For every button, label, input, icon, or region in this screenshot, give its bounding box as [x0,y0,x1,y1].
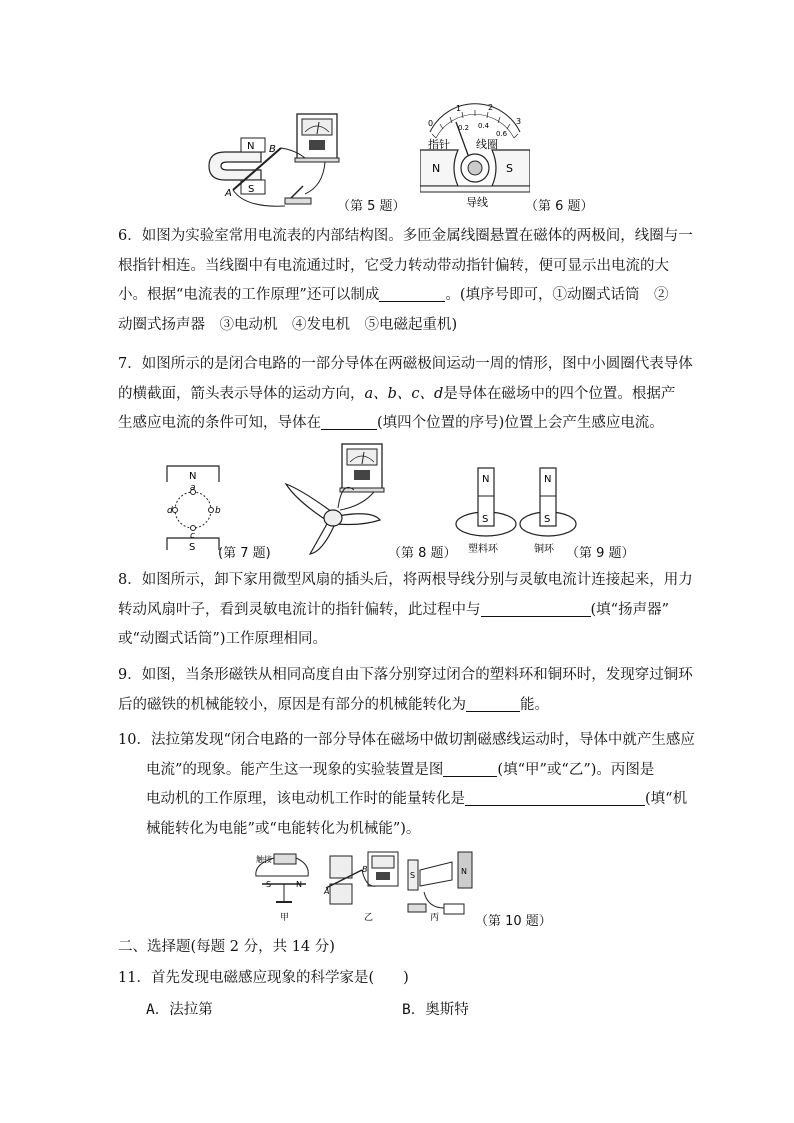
fig9-right-S: S [544,514,551,525]
q8-line-2b: (填“扬声器” [590,601,669,618]
fig5-label-A: A [225,188,232,199]
fig6-label-wire: 导线 [466,196,488,209]
figure-8-caption: （第 8 题） [388,546,457,561]
fig6-scale-3: 3 [516,117,522,126]
q7-positions: a、b、c、d [364,385,444,402]
fig9-label-copper: 铜环 [534,544,554,555]
fig10-label-yi: 乙 [364,913,374,923]
q10-line-4: 械能转化为电能”或“电能转化为机械能”)。 [146,820,421,837]
q6-line-3a: 小。根据“电流表的工作原理”还可以制成 [118,287,380,303]
figure-8 [282,440,392,558]
q11-option-b[interactable]: B．奥斯特 [402,1002,469,1018]
fig10-jia-S: S [266,880,272,889]
fig10-yi-B: B [362,865,368,874]
question-7 [118,350,693,439]
question-11-stem: 11．首先发现电磁感应现象的科学家是( ) [118,970,409,986]
fig5-label-B: B [269,144,276,155]
fig7-label-S: S [189,542,196,553]
q10-line-2b: (填“甲”或“乙”)。丙图是 [497,761,655,778]
figure-10 [248,848,478,926]
q7-line-2a: 的横截面，箭头表示导体的运动方向， [118,385,365,402]
q8-line-1: 8．如图所示，卸下家用微型风扇的插头后，将两根导线分别与灵敏电流计连接起来，用力 [118,572,693,588]
q8-line-2a: 转动风扇叶子，看到灵敏电流计的指针偏转，此过程中与 [118,601,481,618]
question-9 [118,661,693,720]
fan [286,484,380,554]
fig10-yi-apparatus [323,852,398,923]
q7-line-3b: (填四个位置的序号)位置上会产生感应电流。 [377,415,664,431]
q7-answer-blank[interactable] [321,413,377,430]
fig10-yi-A: A [324,887,330,896]
fig6-scale-04: 0.4 [478,122,490,130]
q10-line-1: 10．法拉第发现“闭合电路的一部分导体在磁场中做切割磁感线运动时，导体中就产生感应 [118,732,695,748]
question-8 [118,566,693,655]
figure-7-caption: (第 7 题) [218,546,271,561]
fig9-left-S: S [482,514,489,525]
q6-line-4: 动圈式扬声器 ③电动机 ④发电机 ⑤电磁起重机) [118,316,458,333]
q9-line-1: 9．如图，当条形磁铁从相同高度自由下落分别穿过闭合的塑料环和铜环时，发现穿过铜环 [118,667,693,683]
figure-6-caption: （第 6 题） [525,199,594,214]
q10-line-2a: 电流”的现象。能产生这一现象的实验装置是图 [146,761,444,778]
figure-9-caption: （第 9 题） [566,546,635,561]
fig7-pos-c: c [190,531,195,541]
fig7-pos-b: b [215,506,221,516]
fig9-left-N: N [482,474,490,485]
fig6-scale-1: 1 [456,104,462,113]
fig7-pos-a: a [190,483,196,493]
fig10-bing-N: N [461,867,467,876]
fig10-jia-apparatus [256,854,308,923]
q9-line-2a: 后的磁铁的机械能较小，原因是有部分的机械能转化为 [118,696,466,713]
fig6-scale-06: 0.6 [496,130,508,138]
q6-line-1: 6．如图为实验室常用电流表的内部结构图。多匝金属线圈悬置在磁体的两极间，线圈与一 [118,228,693,244]
fig6-label-N: N [432,162,441,175]
switch [285,198,311,204]
q9-answer-blank[interactable] [466,695,520,712]
q10-answer-blank-1[interactable] [443,760,497,777]
q10-answer-blank-2[interactable] [465,789,645,806]
fig7-pos-d: d [167,506,173,516]
q10-line-3b: (填“机 [645,791,688,807]
question-6 [118,222,693,340]
figure-10-caption: （第 10 题） [475,914,552,929]
q7-line-2b: 是导体在磁场中的四个位置。根据产 [443,385,676,402]
q10-line-3a: 电动机的工作原理，该电动机工作时的能量转化是 [146,791,465,807]
u-magnet [209,152,261,180]
fig6-scale-2: 2 [488,103,494,112]
fig10-label-touch: 触接 [256,855,272,864]
fig10-bing-apparatus [408,852,472,923]
fig6-label-pointer: 指针 [428,138,450,151]
fig10-label-bing: 丙 [430,913,440,923]
fig6-scale-0: 0 [428,119,434,128]
figure-6 [420,102,530,210]
q9-line-2b: 能。 [520,696,549,713]
section-2-title: 二、选择题(每题 2 分，共 14 分) [118,939,335,955]
question-10 [118,726,695,844]
fig6-label-coil: 线圈 [476,138,498,151]
q11-option-a[interactable]: A．法拉第 [146,1002,213,1018]
fig5-label-S: S [248,184,255,195]
fig10-jia-N: N [296,880,302,889]
q8-line-3: 或“动圈式话筒”)工作原理相同。 [118,631,327,647]
fig7-label-N: N [189,471,197,482]
fig9-label-plastic: 塑料环 [468,544,498,555]
q8-answer-blank[interactable] [481,600,591,617]
q7-line-1: 7．如图所示的是闭合电路的一部分导体在两磁极间运动一周的情形，图中小圆圈代表导体 [118,356,693,372]
figure-9 [452,462,577,557]
q6-line-2: 根指针相连。当线圈中有电流通过时，它受力转动带动指针偏转，便可显示出电流的大 [118,257,669,274]
fig9-right-N: N [544,474,552,485]
fig10-label-jia: 甲 [280,913,290,923]
fig6-label-S: S [506,162,513,175]
figure-5-caption: （第 5 题） [337,199,406,214]
fig6-scale-02: 0.2 [458,124,470,132]
q6-answer-blank[interactable] [379,285,445,302]
fig5-label-N: N [247,141,255,152]
q6-line-3b: 。(填序号即可，①动圈式话筒 ② [445,287,669,303]
figure-5 [205,108,345,213]
q7-line-3a: 生感应电流的条件可知，导体在 [118,415,321,431]
fig10-bing-S: S [410,871,416,880]
